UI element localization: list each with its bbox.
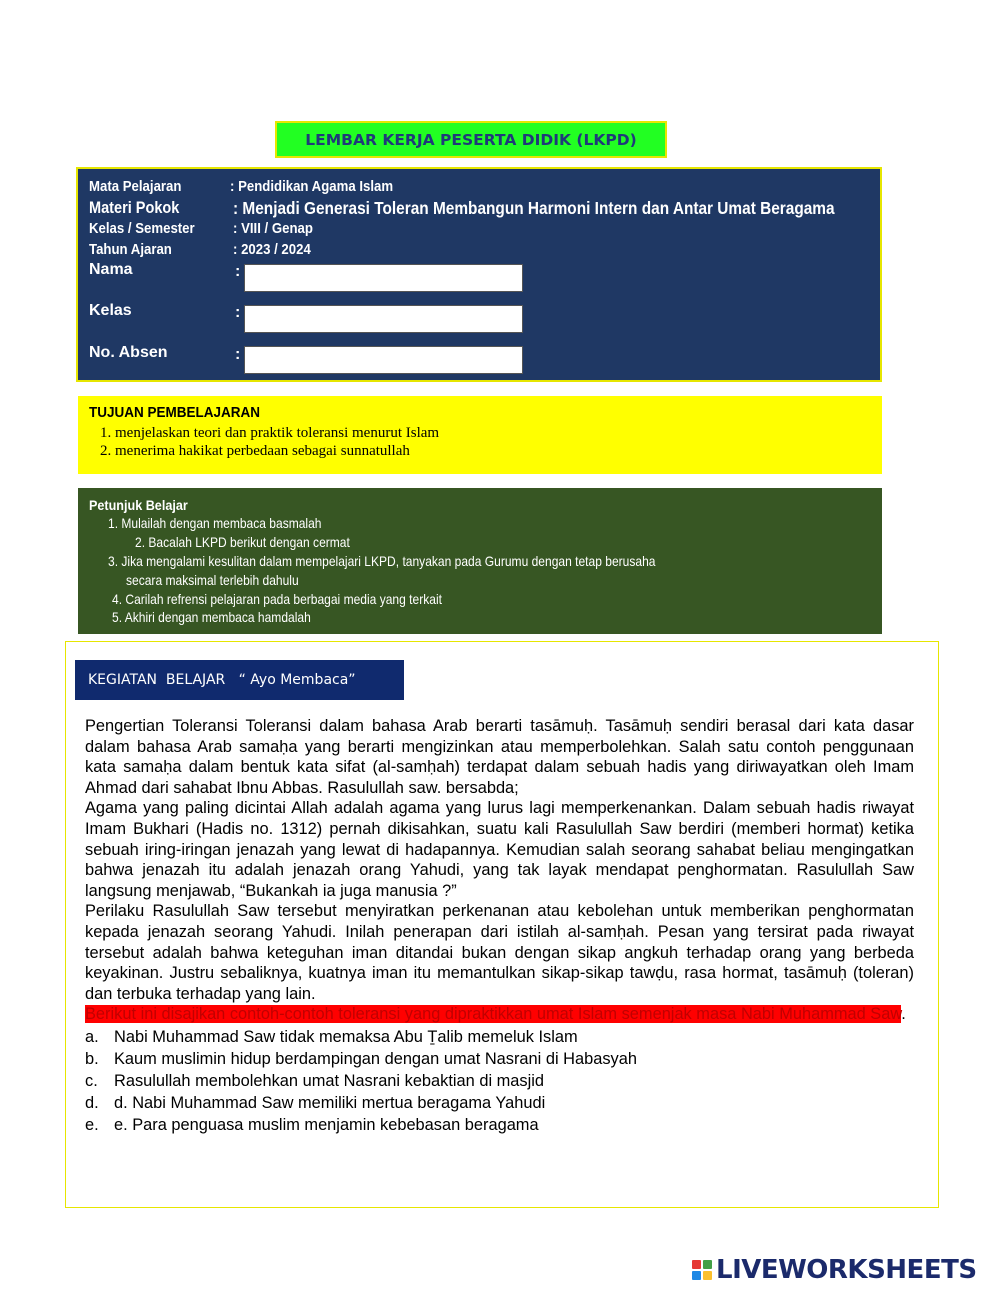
list-text: Kaum muslimin hidup berdampingan dengan umat Nasrani di Habasyah <box>114 1049 637 1068</box>
tahun-ajaran-label: Tahun Ajaran <box>89 241 172 258</box>
kelas-semester-label: Kelas / Semester <box>89 220 195 237</box>
absen-colon: : <box>235 346 241 363</box>
list-item <box>85 1048 914 1070</box>
highlighted-intro <box>85 1004 914 1025</box>
activity-header: KEGIATAN BELAJAR “ Ayo Membaca” <box>75 660 404 700</box>
nama-label: Nama <box>89 261 133 278</box>
goals-title: TUJUAN PEMBELAJARAN <box>89 404 261 421</box>
list-marker: a. <box>85 1027 99 1046</box>
logo-text: LIVEWORKSHEETS <box>716 1255 977 1285</box>
guide-title: Petunjuk Belajar <box>89 497 188 513</box>
guide-item: 2. Bacalah LKPD berikut dengan cermat <box>135 534 350 550</box>
guide-item: 1. Mulailah dengan membaca basmalah <box>108 515 322 531</box>
guide-item: 5. Akhiri dengan membaca hamdalah <box>112 609 311 625</box>
goal-item: 2. menerima hakikat perbedaan sebagai sunnatullah <box>100 443 410 459</box>
liveworksheets-logo[interactable] <box>692 1253 992 1287</box>
kelas-label: Kelas <box>89 302 132 319</box>
paragraph: Perilaku Rasulullah Saw tersebut menyiratkan perkenanan atau kebolehan untuk memberikan penghormatan kepada jenazah seorang Yahudi. Inilah penerapan dari istilah al-samḥah. Pesan yang tersirat pada riwayat tersebut adalah bahwa keteguhan iman ditandai bukan dengan sikap angkuh terhadap orang yang berbeda keyakinan. Justru sebaliknya, kuatnya iman itu memantulkan sikap-sikap tawḍu, rasa hormat, tasāmuḥ (toleran) dan terbuka terhadap yang lain. <box>85 902 914 1003</box>
materi-value: : Menjadi Generasi Toleran Membangun Harmoni Intern dan Antar Umat Beragama <box>233 198 835 218</box>
activity-section <box>65 641 939 1208</box>
paragraph: Agama yang paling dicintai Allah adalah agama yang lurus lagi memperkenankan. Dalam sebuah hadis riwayat Imam Bukhari (Hadis no. 1312) pernah dikisahkan, suatu kali Rasulullah Saw berdiri (memberi hormat) ketika sebuah iring-iringan jenazah yang lewat di hadapannya. Kemudian salah seorang sahabat beliau mengingatkan bahwa jenazah itu adalah jenazah orang Yahudi, yang tak layak mendapat penghormatan. Rasulullah Saw langsung menjawab, “Bukankah ia juga manusia ?” <box>85 799 914 900</box>
absen-label: No. Absen <box>89 344 168 361</box>
list-text: Nabi Muhammad Saw tidak memaksa Abu Ṯalib memeluk Islam <box>114 1027 578 1046</box>
list-text: e. Para penguasa muslim menjamin kebebasan beragama <box>114 1115 539 1134</box>
tahun-ajaran-value: : 2023 / 2024 <box>233 241 311 258</box>
examples-list <box>85 1026 914 1136</box>
list-marker: b. <box>85 1049 99 1068</box>
worksheet-title: LEMBAR KERJA PESERTA DIDIK (LKPD) <box>275 121 667 158</box>
list-item <box>85 1092 914 1114</box>
highlight-text: Berikut ini disajikan contoh-contoh toleransi yang dipraktikkan umat Islam semenjak masa Nabi Muhammad Saw <box>85 1005 902 1024</box>
reading-text <box>85 716 914 1136</box>
list-marker: c. <box>85 1071 98 1090</box>
study-guide <box>78 488 882 634</box>
guide-item: secara maksimal terlebih dahulu <box>126 572 299 588</box>
list-text: d. Nabi Muhammad Saw memiliki mertua beragama Yahudi <box>114 1093 546 1112</box>
info-panel <box>76 167 882 382</box>
nama-input[interactable] <box>244 264 523 292</box>
goal-item: 1. menjelaskan teori dan praktik toleransi menurut Islam <box>100 425 440 441</box>
materi-label: Materi Pokok <box>89 199 180 217</box>
list-marker: e. <box>85 1115 99 1134</box>
guide-item: 4. Carilah refrensi pelajaran pada berbagai media yang terkait <box>112 591 442 607</box>
kelas-semester-value: : VIII / Genap <box>233 220 313 237</box>
nama-colon: : <box>235 263 241 280</box>
guide-item: 3. Jika mengalami kesulitan dalam mempelajari LKPD, tanyakan pada Gurumu dengan tetap berusaha <box>108 553 656 569</box>
learning-goals <box>78 396 882 474</box>
list-item <box>85 1114 914 1136</box>
absen-input[interactable] <box>244 346 523 374</box>
kelas-colon: : <box>235 304 241 321</box>
mapel-value: : Pendidikan Agama Islam <box>230 178 394 195</box>
list-item <box>85 1026 914 1048</box>
logo-icon <box>692 1260 712 1280</box>
paragraph: Pengertian Toleransi Toleransi dalam bahasa Arab berarti tasāmuḥ. Tasāmuḥ sendiri berasal dari kata dasar dalam bahasa Arab samaḥa yang berarti mengizinkan atau memperbolehkan. Salah satu contoh penggunaan kata samaḥa dalam bentuk kata sifat (al-samḥah) terdapat dalam sebuah hadis yang diriwayatkan oleh Imam Ahmad dari sahabat Ibnu Abbas. Rasulullah saw. bersabda; <box>85 717 914 797</box>
highlight-end: . <box>901 1005 906 1024</box>
list-text: Rasulullah membolehkan umat Nasrani kebaktian di masjid <box>114 1071 545 1090</box>
list-marker: d. <box>85 1093 99 1112</box>
list-item <box>85 1070 914 1092</box>
mapel-label: Mata Pelajaran <box>89 178 182 195</box>
kelas-input[interactable] <box>244 305 523 333</box>
